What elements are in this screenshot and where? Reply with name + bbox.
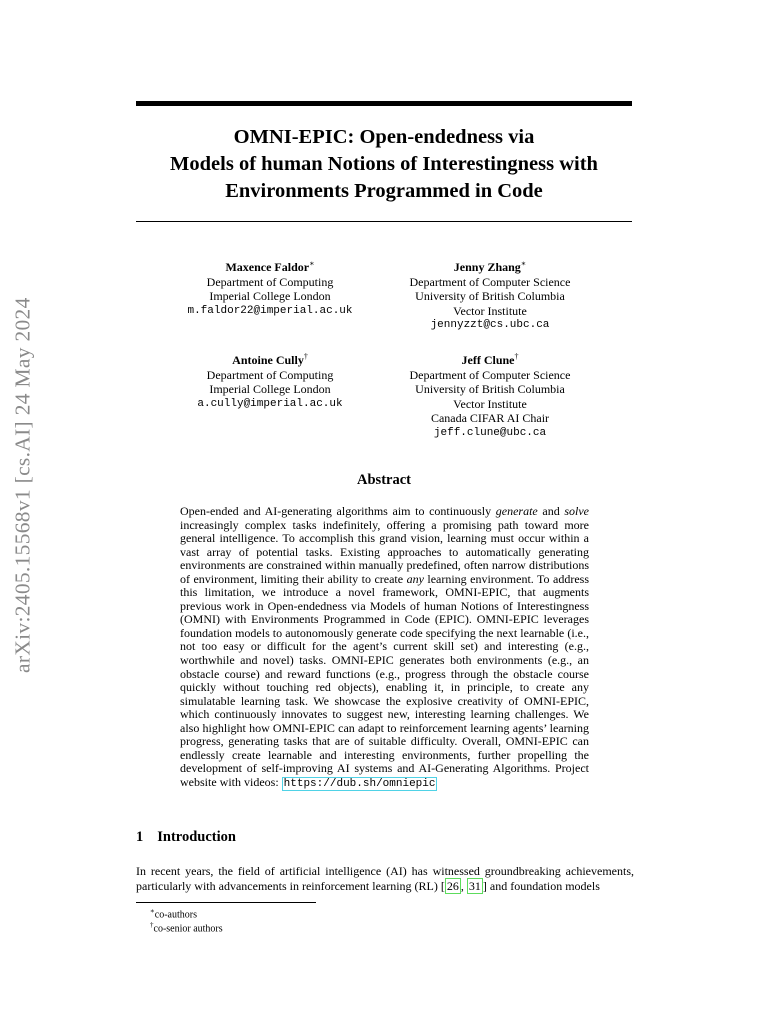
citation-link[interactable]: 26 <box>446 878 459 893</box>
author-affiliation: University of British Columbia <box>415 289 565 303</box>
project-website-link[interactable]: https://dub.sh/omniepic <box>283 777 436 790</box>
author-block-clune <box>390 350 590 440</box>
footnote-cosenior: †co-senior authors <box>150 921 223 935</box>
author-name: Maxence Faldor∗ <box>225 259 315 274</box>
section-number: 1 <box>136 829 144 845</box>
author-affiliation: Department of Computer Science <box>409 274 571 289</box>
introduction-paragraph: In recent years, the field of artificial intelligence (AI) has witnessed groundbreaking achievements, particularly with advancements in reinforcement learning (RL) [ 26 , 31 ] and foundation models <box>136 864 634 893</box>
author-block-zhang <box>390 257 590 333</box>
author-email[interactable]: m.faldor22@imperial.ac.uk <box>187 304 353 317</box>
author-affiliation: Vector Institute <box>453 396 527 411</box>
citation-link[interactable]: 31 <box>468 878 481 893</box>
author-affiliation: Vector Institute <box>453 303 527 318</box>
arxiv-stamp: arXiv:2405.15568v1 [cs.AI] 24 May 2024 <box>10 297 35 673</box>
footnote-coauthors: ∗co-authors <box>150 907 197 921</box>
title-top-rule <box>136 101 632 106</box>
author-name: Jeff Clune† <box>461 352 519 367</box>
abstract-body: Open-ended and AI-generating algorithms aim to continuously generate and solve increasingly complex tasks indefinitely, offering a promising path toward more general intelligence. To accomplish this grand vision, learning must occur within a vast array of potential tasks. Existing approaches to automatically generating environments are constrained within manually predefined, often narrow distributions of environment, limiting their ability to create any learning environment. To address this limitation, we introduce a novel framework, OMNI-EPIC, that augments previous work in Open-endedness via Models of human Notions of Interestingness (OMNI) with Environments Programmed in Code (EPIC). OMNI-EPIC leverages foundation models to autonomously generate code specifying the next learnable (i.e., not too easy or difficult for the agent’s current skill set) and interesting (e.g., worthwhile and novel) tasks. OMNI-EPIC generates both environments (e.g., an obstacle course) and reward functions (e.g., progress through the obstacle course quickly without touching red objects), enabling it, in principle, to create any simulatable learning task. We showcase the explosive creativity of OMNI-EPIC, which continuously innovates to suggest new, interesting learning challenges. We also highlight how OMNI-EPIC can adapt to reinforcement learning agents’ learning progress, generating tasks that are of suitable difficulty. Overall, OMNI-EPIC can endlessly create learnable and interesting environments, further propelling the development of self-improving AI systems and AI-Generating Algorithms. Project website with videos: https://dub.sh/omniepic <box>180 504 589 790</box>
author-email[interactable]: jeff.clune@ubc.ca <box>433 426 547 439</box>
author-email[interactable]: jennyzzt@cs.ubc.ca <box>430 319 550 331</box>
footnote-rule <box>136 902 316 903</box>
author-affiliation: Canada CIFAR AI Chair <box>430 411 550 425</box>
author-name: Antoine Cully† <box>232 352 308 367</box>
title-line-3: Environments Programmed in Code <box>225 180 543 202</box>
author-email[interactable]: a.cully@imperial.ac.uk <box>197 397 343 410</box>
section-heading-introduction <box>136 829 236 846</box>
title-bottom-rule <box>136 221 632 222</box>
paper-title <box>136 124 632 205</box>
title-line-1: OMNI-EPIC: Open-endedness via <box>233 126 535 148</box>
author-block-cully <box>170 350 370 411</box>
title-line-2: Models of human Notions of Interestingness with <box>170 153 598 175</box>
author-affiliation: Imperial College London <box>209 289 331 303</box>
author-affiliation: Department of Computer Science <box>409 367 571 382</box>
section-title: Introduction <box>157 829 236 845</box>
author-affiliation: University of British Columbia <box>415 382 565 396</box>
author-name: Jenny Zhang∗ <box>453 259 527 274</box>
author-affiliation: Department of Computing <box>206 274 334 289</box>
author-affiliation: Imperial College London <box>209 382 331 396</box>
abstract-heading: Abstract <box>357 472 411 488</box>
author-block-faldor <box>170 257 370 318</box>
author-affiliation: Department of Computing <box>206 367 334 382</box>
